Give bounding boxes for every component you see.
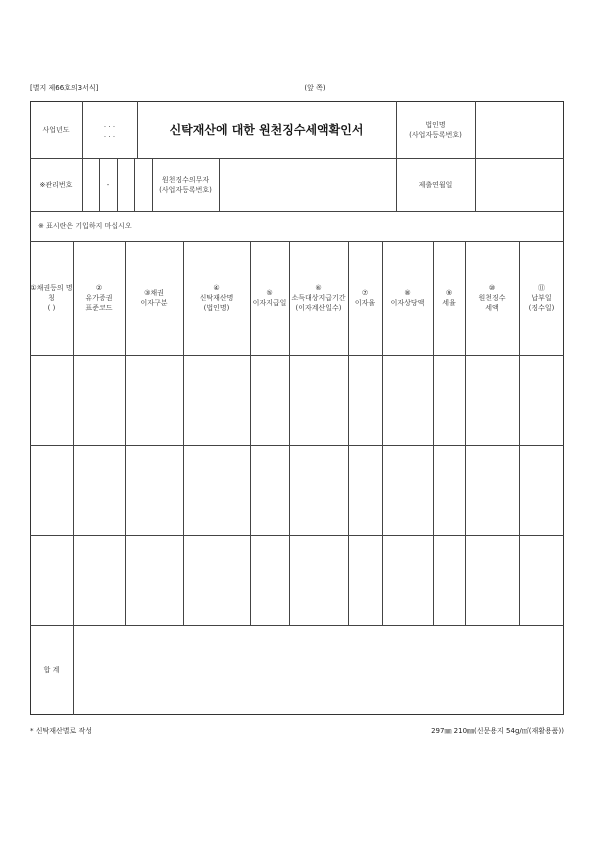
withholder-text: 원천징수의무자 (161, 175, 210, 184)
paper-spec: 297㎜ 210㎜(신문용지 54g/㎡(재활용품)) (431, 727, 564, 735)
submit-date-field[interactable] (475, 158, 564, 211)
page-side-label: (앞 쪽) (304, 84, 326, 92)
withholder-reg-text: (사업자등록번호) (159, 185, 212, 194)
col-header-interest-amount: ⑧ 이자상당액 (390, 289, 425, 307)
withholder-field[interactable] (219, 158, 396, 211)
management-number-dash: - (106, 180, 110, 189)
col-header-security-code: ② 유가증권 표준코드 (85, 284, 113, 312)
col-header-withholding-tax: ⑩ 원천징수 세액 (478, 284, 506, 312)
col-header-payment-day: ⑪ 납부일 (징수일) (528, 284, 555, 312)
corp-reg-text: (사업자등록번호) (409, 130, 462, 139)
date-dots-from: . . . (103, 120, 116, 129)
table-row[interactable] (30, 535, 564, 625)
instruction-note: ※ 표시란은 기입하지 마십시오 (38, 222, 132, 230)
total-field[interactable] (73, 625, 564, 715)
col-header-interest-rate: ⑦ 이자율 (354, 289, 376, 307)
col-header-bond-name: ①채권등의 명 칭 ( ) (30, 284, 73, 312)
total-label: 합 계 (43, 666, 60, 674)
table-row[interactable] (30, 445, 564, 535)
corporation-name-field[interactable] (475, 101, 564, 158)
col-header-interest-type: ③채권 이자구분 (140, 289, 168, 307)
date-dots-to: . . . (103, 130, 116, 139)
table-row[interactable] (30, 355, 564, 445)
col-header-payment-date: ⑤ 이자지급일 (252, 289, 287, 307)
col-header-tax-rate: ⑨ 세율 (442, 289, 456, 307)
corporation-name-label (396, 101, 475, 158)
document-title: 신탁재산에 대한 원천징수세액확인서 (169, 122, 364, 137)
withholder-label (152, 158, 219, 211)
management-number-label: ※관리번호 (39, 180, 73, 189)
footer-note: * 신탁재산별로 작성 (30, 727, 93, 735)
col-header-trust-name: ④ 신탁재산명 (법인명) (199, 284, 234, 312)
form-number: [별지 제66호의3서식] (30, 84, 99, 92)
business-year-label: 사업년도 (42, 125, 70, 134)
corp-name-text: 법인명 (425, 120, 446, 129)
col-header-payment-period: ⑥ 소득대상지급기간 (이자계산일수) (291, 284, 346, 312)
submit-date-label: 제출연월일 (418, 180, 453, 189)
business-year-dates[interactable] (82, 101, 137, 158)
